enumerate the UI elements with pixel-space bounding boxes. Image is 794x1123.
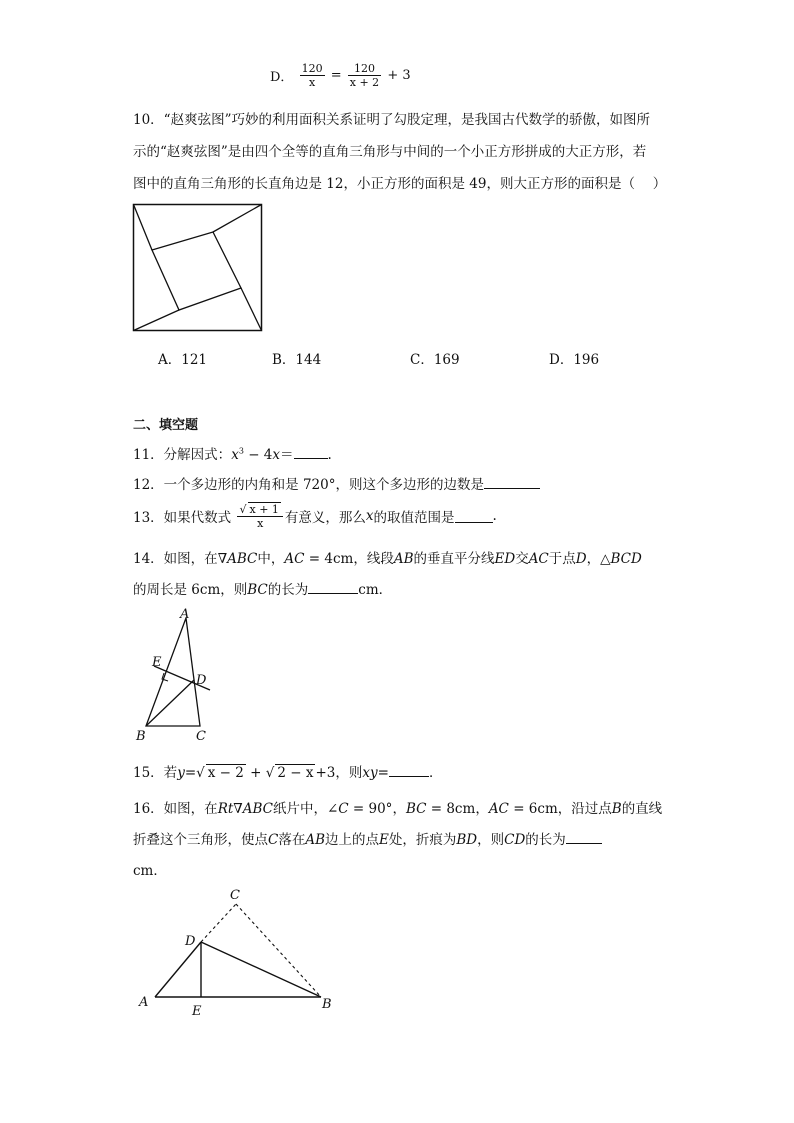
answer-blank[interactable] <box>484 476 540 489</box>
q10-option-a: A．121 <box>158 352 208 368</box>
q14-line-1: 14．如图，在∇ABC中，AC = 4cm，线段AB的垂直平分线ED交AC于点D，△BCD <box>133 551 642 567</box>
q10-line-1: 10．“赵爽弦图”巧妙的利用面积关系证明了勾股定理，是我国古代数学的骄傲，如图所 <box>133 112 650 128</box>
q16-line-1: 16．如图，在Rt∇ABC纸片中，∠C = 90°，BC = 8cm，AC = 6cm，沿过点B的直线 <box>133 801 663 817</box>
q10-option-c: C．169 <box>410 352 460 368</box>
q10-option-d: D．196 <box>549 352 600 368</box>
label-b: B <box>322 997 332 1012</box>
label-d: D <box>196 673 207 688</box>
q10-line-2: 示的“赵爽弦图”是由四个全等的直角三角形与中间的一个小正方形拼成的大正方形，若 <box>133 144 647 160</box>
q16-line-2: 折叠这个三角形，使点C落在AB边上的点E处，折痕为BD，则CD的长为 <box>133 828 602 848</box>
label-b: B <box>136 729 146 744</box>
fraction-2: $\frac{120}{x + 2}$ <box>349 62 380 89</box>
sqrt-fraction: $\frac{√ x + 1}{x}$ <box>237 502 282 530</box>
fraction-1: $\frac{120}{x}$ <box>301 62 323 89</box>
q16-figure <box>133 884 343 1024</box>
big-square <box>134 205 262 331</box>
dashed-dc <box>201 904 236 942</box>
hyp-line-1 <box>134 205 153 251</box>
q11: 11．分解因式：$x^3 - 4x=$ . <box>133 446 332 463</box>
answer-blank[interactable] <box>455 510 493 523</box>
label-c: C <box>196 729 206 744</box>
answer-blank[interactable] <box>389 764 429 777</box>
label-d: D <box>185 934 196 949</box>
label-a: A <box>139 995 149 1010</box>
q14-line-2: 的周长是 6cm，则BC的长为 cm． <box>133 582 393 598</box>
answer-blank[interactable] <box>294 446 328 459</box>
segment-db <box>201 942 321 997</box>
label-c: C <box>230 888 240 903</box>
q15: 15．若y=√ x − 2 + √ 2 − x +3，则xy= ． <box>133 765 443 781</box>
q16-line-3: cm． <box>133 863 167 879</box>
q9-option-d: D． $\frac{120}{x}$ = $\frac{120}{x + 2}$ + 3 <box>270 62 411 89</box>
answer-blank[interactable] <box>566 831 602 844</box>
label-e: E <box>152 655 162 670</box>
zhao-shuang-figure <box>133 204 263 332</box>
hyp-line-2 <box>213 205 262 233</box>
q14-figure <box>130 606 230 746</box>
q10-option-b: B．144 <box>272 352 322 368</box>
answer-blank[interactable] <box>308 581 358 594</box>
hyp-line-3 <box>241 288 262 331</box>
label-e: E <box>192 1004 202 1019</box>
q10-line-3: 图中的直角三角形的长直角边是 12，小正方形的面积是 49，则大正方形的面积是（ ） <box>133 176 667 192</box>
label-a: A <box>180 607 190 622</box>
dashed-cb <box>236 904 321 997</box>
triangle-abc <box>146 618 200 726</box>
segment-bd <box>146 680 194 726</box>
small-square <box>152 232 241 310</box>
q12: 12．一个多边形的内角和是 720°，则这个多边形的边数是 <box>133 473 540 493</box>
segment-ad <box>155 942 201 997</box>
option-d-label: D． <box>270 70 294 85</box>
q13: 13．如果代数式 $\frac{√ x + 1}{x}$ 有意义，那么x的取值范围是 . <box>133 503 497 530</box>
section-title: 二、填空题 <box>133 418 199 433</box>
hyp-line-4 <box>134 310 180 331</box>
